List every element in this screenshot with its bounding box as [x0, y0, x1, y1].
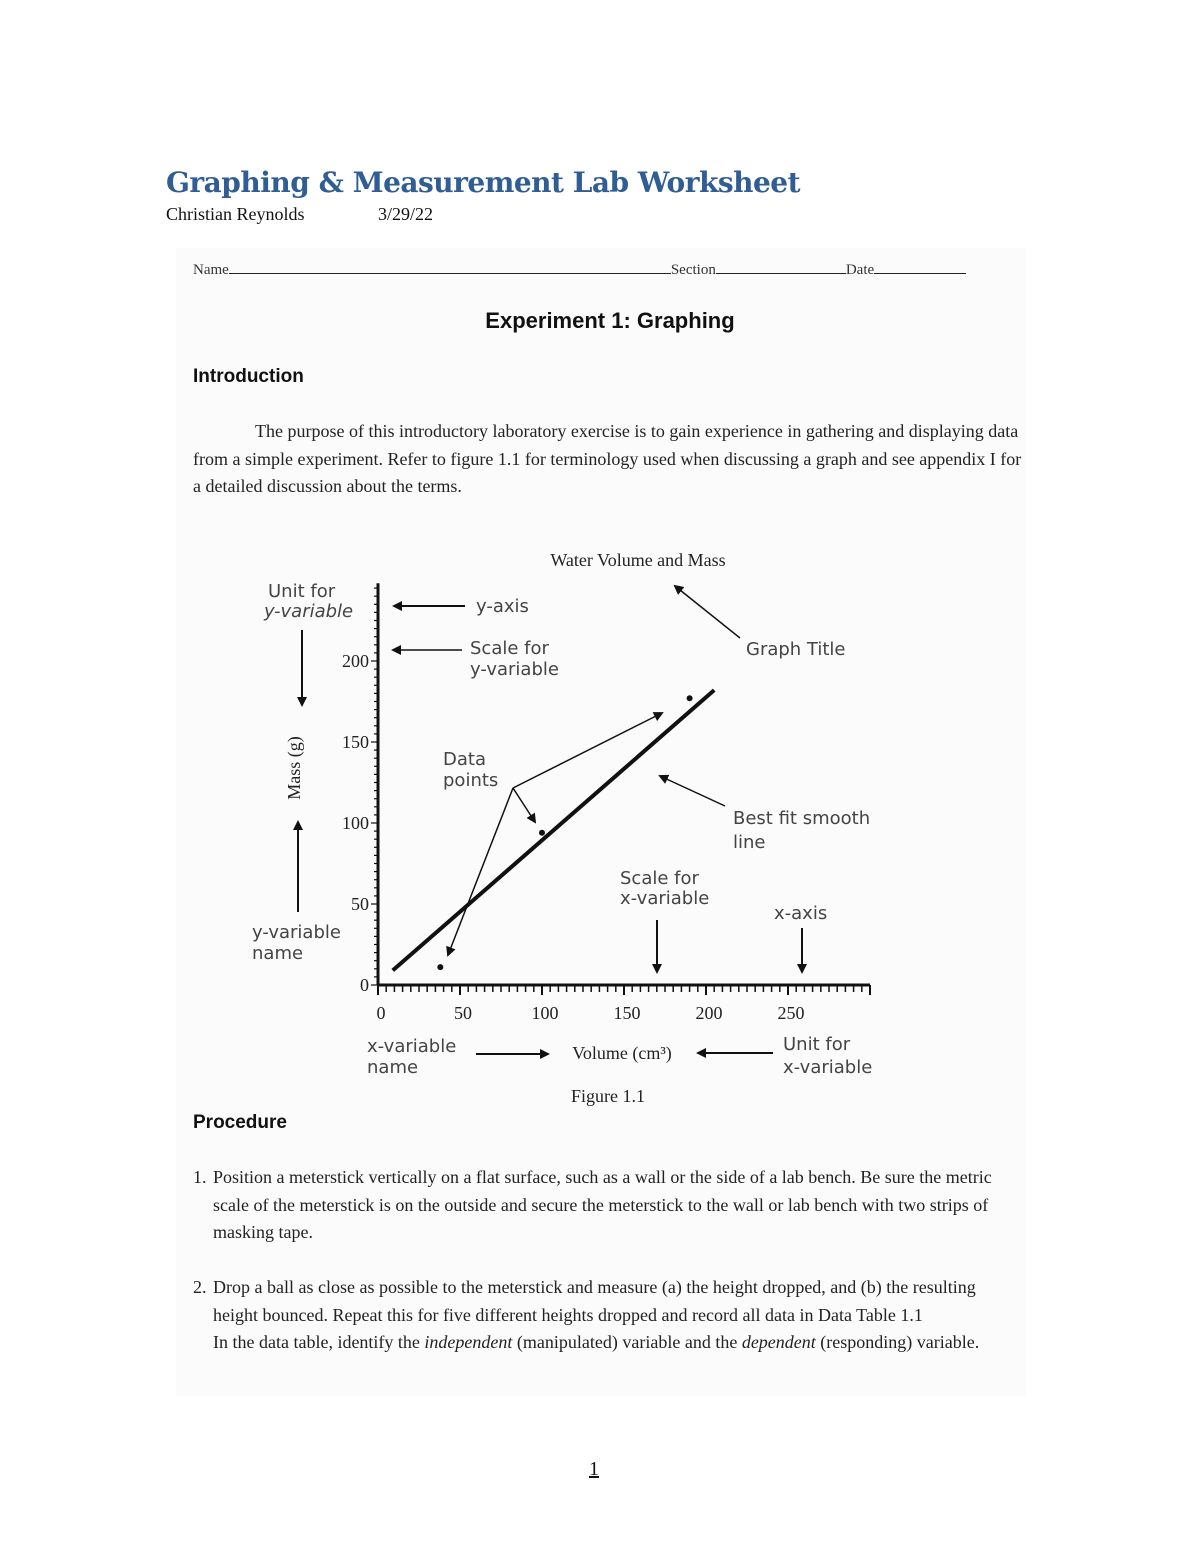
- x-tick-label: 50: [454, 1003, 472, 1023]
- y-tick-label: 0: [360, 975, 369, 995]
- x-tick-label: 250: [777, 1003, 805, 1023]
- section-label: Section: [670, 262, 716, 278]
- annotation-x-axis: x-axis: [774, 903, 828, 924]
- introduction-text: The purpose of this introductory laboratory exercise is to gain experience in gathering and displaying data from a simple experiment. Refer to figure 1.1 for terminology used when discussing a graph and see appendix I for a detailed discussion about the terms.: [193, 421, 1022, 496]
- y-tick-label: 50: [351, 894, 369, 914]
- author-name: Christian Reynolds: [166, 204, 305, 224]
- name-label: Name: [193, 262, 229, 278]
- figure-caption: Figure 1.1: [571, 1086, 645, 1106]
- chart-title: Water Volume and Mass: [550, 550, 726, 570]
- annotation-y-var-name-1: y-variable: [252, 922, 341, 943]
- annotation-scale-x-2: x-variable: [620, 888, 710, 909]
- data-point: [437, 964, 443, 970]
- document-title: Graphing & Measurement Lab Worksheet: [166, 166, 801, 199]
- arrow-graph-title: [675, 586, 740, 638]
- arrow-data-point-3: [513, 713, 662, 788]
- annotation-x-var-name-1: x-variable: [367, 1036, 457, 1057]
- best-fit-line: [393, 690, 714, 970]
- y-tick-label: 200: [342, 651, 369, 671]
- annotation-x-var-name-2: name: [367, 1057, 419, 1078]
- arrow-data-point-2: [513, 788, 535, 822]
- annotation-unit-y-1: Unit for: [268, 581, 336, 602]
- data-point: [539, 830, 545, 836]
- date-label: Date: [845, 262, 875, 278]
- data-point: [687, 695, 693, 701]
- annotation-graph-title: Graph Title: [746, 639, 846, 660]
- y-axis-label: Mass (g): [284, 736, 304, 800]
- annotation-scale-y-1: Scale for: [470, 638, 549, 659]
- annotation-unit-y-2: y-variable: [264, 601, 354, 622]
- introduction-heading: Introduction: [193, 366, 304, 387]
- annotation-y-axis: y-axis: [476, 596, 529, 617]
- annotation-best-fit-2: line: [733, 832, 766, 853]
- annotation-y-var-name-2: name: [252, 943, 304, 964]
- x-tick-label: 100: [531, 1003, 559, 1023]
- annotation-best-fit-1: Best fit smooth: [733, 808, 871, 829]
- x-tick-label: 200: [695, 1003, 723, 1023]
- x-tick-label: 0: [376, 1003, 386, 1023]
- annotation-data-points-1: Data: [443, 749, 486, 770]
- procedure-heading: Procedure: [193, 1112, 287, 1133]
- page-number: 1: [589, 1458, 599, 1480]
- annotation-unit-x-2: x-variable: [783, 1057, 873, 1078]
- x-axis-label: Volume (cm³): [572, 1043, 672, 1063]
- annotation-scale-x-1: Scale for: [620, 868, 699, 889]
- procedure-step-2: 2. Drop a ball as close as possible to the meterstick and measure (a) the height dropped, and (b) the resulting height bounced. Repeat this for five different heights dropped and record all data in Data Table 1.1In the data table, identify the independent (manipulated) variable and the dependent (responding) variable.: [193, 1277, 980, 1352]
- document-date: 3/29/22: [378, 204, 434, 224]
- annotation-scale-y-2: y-variable: [470, 659, 559, 680]
- experiment-title: Experiment 1: Graphing: [485, 308, 735, 333]
- annotation-unit-x-1: Unit for: [783, 1034, 851, 1055]
- y-tick-label: 150: [342, 732, 369, 752]
- arrow-best-fit: [660, 776, 725, 806]
- procedure-step-1: 1. Position a meterstick vertically on a flat surface, such as a wall or the side of a lab bench. Be sure the metric scale of the meterstick is on the outside and secure the meterstick to the wall or lab bench with two strips of masking tape.: [193, 1167, 992, 1242]
- y-tick-label: 100: [342, 813, 369, 833]
- x-tick-label: 150: [613, 1003, 641, 1023]
- annotation-data-points-2: points: [443, 770, 499, 791]
